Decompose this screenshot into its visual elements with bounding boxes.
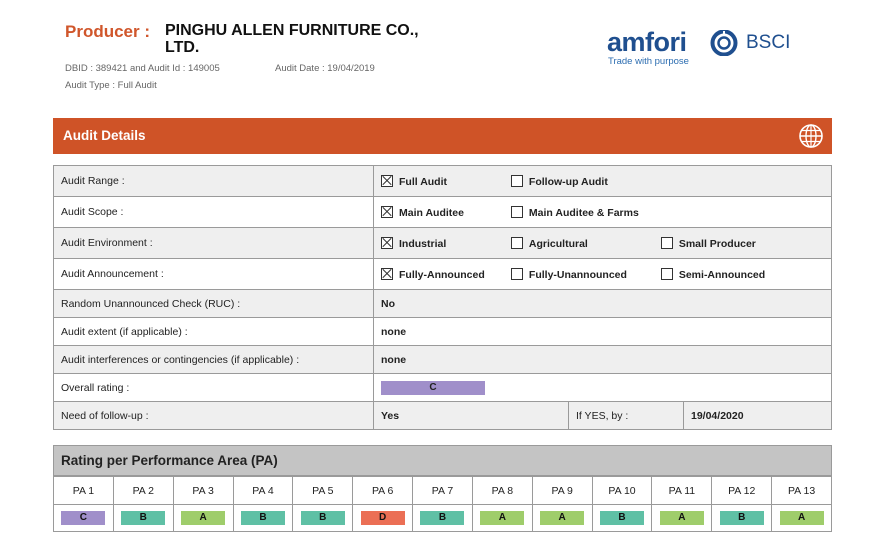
amfori-ring-icon — [707, 30, 741, 56]
checkbox-checked-icon[interactable] — [381, 175, 393, 187]
checkbox-checked-icon[interactable] — [381, 268, 393, 280]
option-follow-up-audit[interactable]: Follow-up Audit — [511, 175, 608, 188]
option-main-auditee[interactable]: Main Auditee — [381, 206, 494, 219]
audit-announcement-label: Audit Announcement : — [54, 259, 374, 290]
overall-rating-label: Overall rating : — [54, 374, 374, 402]
pa-label-cell: PA 8 — [472, 477, 532, 505]
pa-rating-badge: A — [660, 511, 704, 525]
option-fully-unannounced[interactable]: Fully-Unannounced — [511, 268, 644, 281]
audit-scope-label: Audit Scope : — [54, 197, 374, 228]
checkbox-icon[interactable] — [661, 237, 673, 249]
row-audit-announcement — [54, 259, 832, 290]
option-fully-announced[interactable]: Fully-Announced — [381, 268, 494, 281]
pa-rating-badge: A — [780, 511, 824, 525]
pa-label-cell: PA 6 — [353, 477, 413, 505]
pa-rating-cell — [472, 505, 532, 532]
audit-details-table — [53, 165, 832, 430]
pa-rating-table — [53, 476, 832, 532]
section-title: Audit Details — [63, 128, 146, 143]
pa-label-cell: PA 12 — [712, 477, 772, 505]
pa-rating-badge: B — [241, 511, 285, 525]
pa-rating-cell — [772, 505, 832, 532]
overall-rating-badge: C — [381, 381, 485, 395]
pa-label-cell: PA 7 — [413, 477, 473, 505]
logo-word: amfori — [607, 27, 687, 57]
checkbox-icon[interactable] — [661, 268, 673, 280]
logo-tagline: Trade with purpose — [608, 56, 689, 67]
producer-label: Producer : — [65, 22, 151, 41]
checkbox-icon[interactable] — [511, 175, 523, 187]
row-audit-scope — [54, 197, 832, 228]
option-main-auditee-farms[interactable]: Main Auditee & Farms — [511, 206, 639, 219]
pa-rating-cell — [293, 505, 353, 532]
audit-extent-value: none — [374, 318, 832, 346]
audit-range-label: Audit Range : — [54, 166, 374, 197]
pa-label-cell: PA 5 — [293, 477, 353, 505]
pa-label-cell: PA 3 — [173, 477, 233, 505]
producer-name: PINGHU ALLEN FURNITURE CO., LTD. — [165, 22, 419, 56]
audit-date: Audit Date : 19/04/2019 — [275, 63, 375, 74]
audit-environment-label: Audit Environment : — [54, 228, 374, 259]
pa-rating-cell — [54, 505, 114, 532]
pa-rating-badge: A — [540, 511, 584, 525]
pa-rating-badge: A — [480, 511, 524, 525]
pa-label-row — [54, 477, 832, 505]
pa-label-cell: PA 11 — [652, 477, 712, 505]
option-industrial[interactable]: Industrial — [381, 237, 494, 250]
pa-rating-cell — [652, 505, 712, 532]
pa-label-cell: PA 9 — [532, 477, 592, 505]
audit-interferences-value: none — [374, 346, 832, 374]
pa-rating-badge: D — [361, 511, 405, 525]
option-agricultural[interactable]: Agricultural — [511, 237, 644, 250]
option-full-audit[interactable]: Full Audit — [381, 175, 494, 188]
row-audit-interferences — [54, 346, 832, 374]
ruc-label: Random Unannounced Check (RUC) : — [54, 290, 374, 318]
row-audit-range — [54, 166, 832, 197]
pa-rating-cell — [592, 505, 652, 532]
amfori-bsci-logo — [607, 27, 797, 72]
row-follow-up — [54, 402, 832, 430]
row-ruc — [54, 290, 832, 318]
pa-section-title: Rating per Performance Area (PA) — [53, 445, 832, 476]
pa-rating-badge: B — [600, 511, 644, 525]
pa-rating-cell — [113, 505, 173, 532]
pa-rating-badge: C — [61, 511, 105, 525]
logo-bsci: BSCI — [746, 32, 791, 53]
audit-ids: DBID : 389421 and Audit Id : 149005 — [65, 63, 220, 74]
pa-label-cell: PA 2 — [113, 477, 173, 505]
checkbox-icon[interactable] — [511, 268, 523, 280]
pa-rating-cell — [712, 505, 772, 532]
checkbox-checked-icon[interactable] — [381, 237, 393, 249]
checkbox-icon[interactable] — [511, 237, 523, 249]
if-yes-date: 19/04/2020 — [684, 402, 832, 430]
audit-type: Audit Type : Full Audit — [65, 80, 157, 91]
pa-rating-badge: B — [720, 511, 764, 525]
follow-up-label: Need of follow-up : — [54, 402, 374, 430]
pa-rating-cell — [233, 505, 293, 532]
option-semi-announced[interactable]: Semi-Announced — [661, 268, 765, 281]
pa-label-cell: PA 13 — [772, 477, 832, 505]
checkbox-checked-icon[interactable] — [381, 206, 393, 218]
pa-rating-badge: B — [121, 511, 165, 525]
audit-interferences-label: Audit interferences or contingencies (if applicable) : — [54, 346, 374, 374]
pa-rating-cell — [353, 505, 413, 532]
pa-rating-badge: B — [420, 511, 464, 525]
pa-rating-cell — [532, 505, 592, 532]
pa-rating-cell — [173, 505, 233, 532]
row-overall-rating — [54, 374, 832, 402]
audit-extent-label: Audit extent (if applicable) : — [54, 318, 374, 346]
pa-rating-badge: A — [181, 511, 225, 525]
audit-details-bar — [53, 118, 832, 154]
pa-rating-row — [54, 505, 832, 532]
globe-icon[interactable] — [798, 123, 824, 149]
checkbox-icon[interactable] — [511, 206, 523, 218]
pa-rating-cell — [413, 505, 473, 532]
pa-label-cell: PA 10 — [592, 477, 652, 505]
option-small-producer[interactable]: Small Producer — [661, 237, 756, 250]
ruc-value: No — [374, 290, 832, 318]
pa-label-cell: PA 4 — [233, 477, 293, 505]
follow-up-value: Yes — [374, 402, 569, 430]
row-audit-extent — [54, 318, 832, 346]
if-yes-label: If YES, by : — [569, 402, 684, 430]
pa-label-cell: PA 1 — [54, 477, 114, 505]
pa-rating-badge: B — [301, 511, 345, 525]
row-audit-environment — [54, 228, 832, 259]
